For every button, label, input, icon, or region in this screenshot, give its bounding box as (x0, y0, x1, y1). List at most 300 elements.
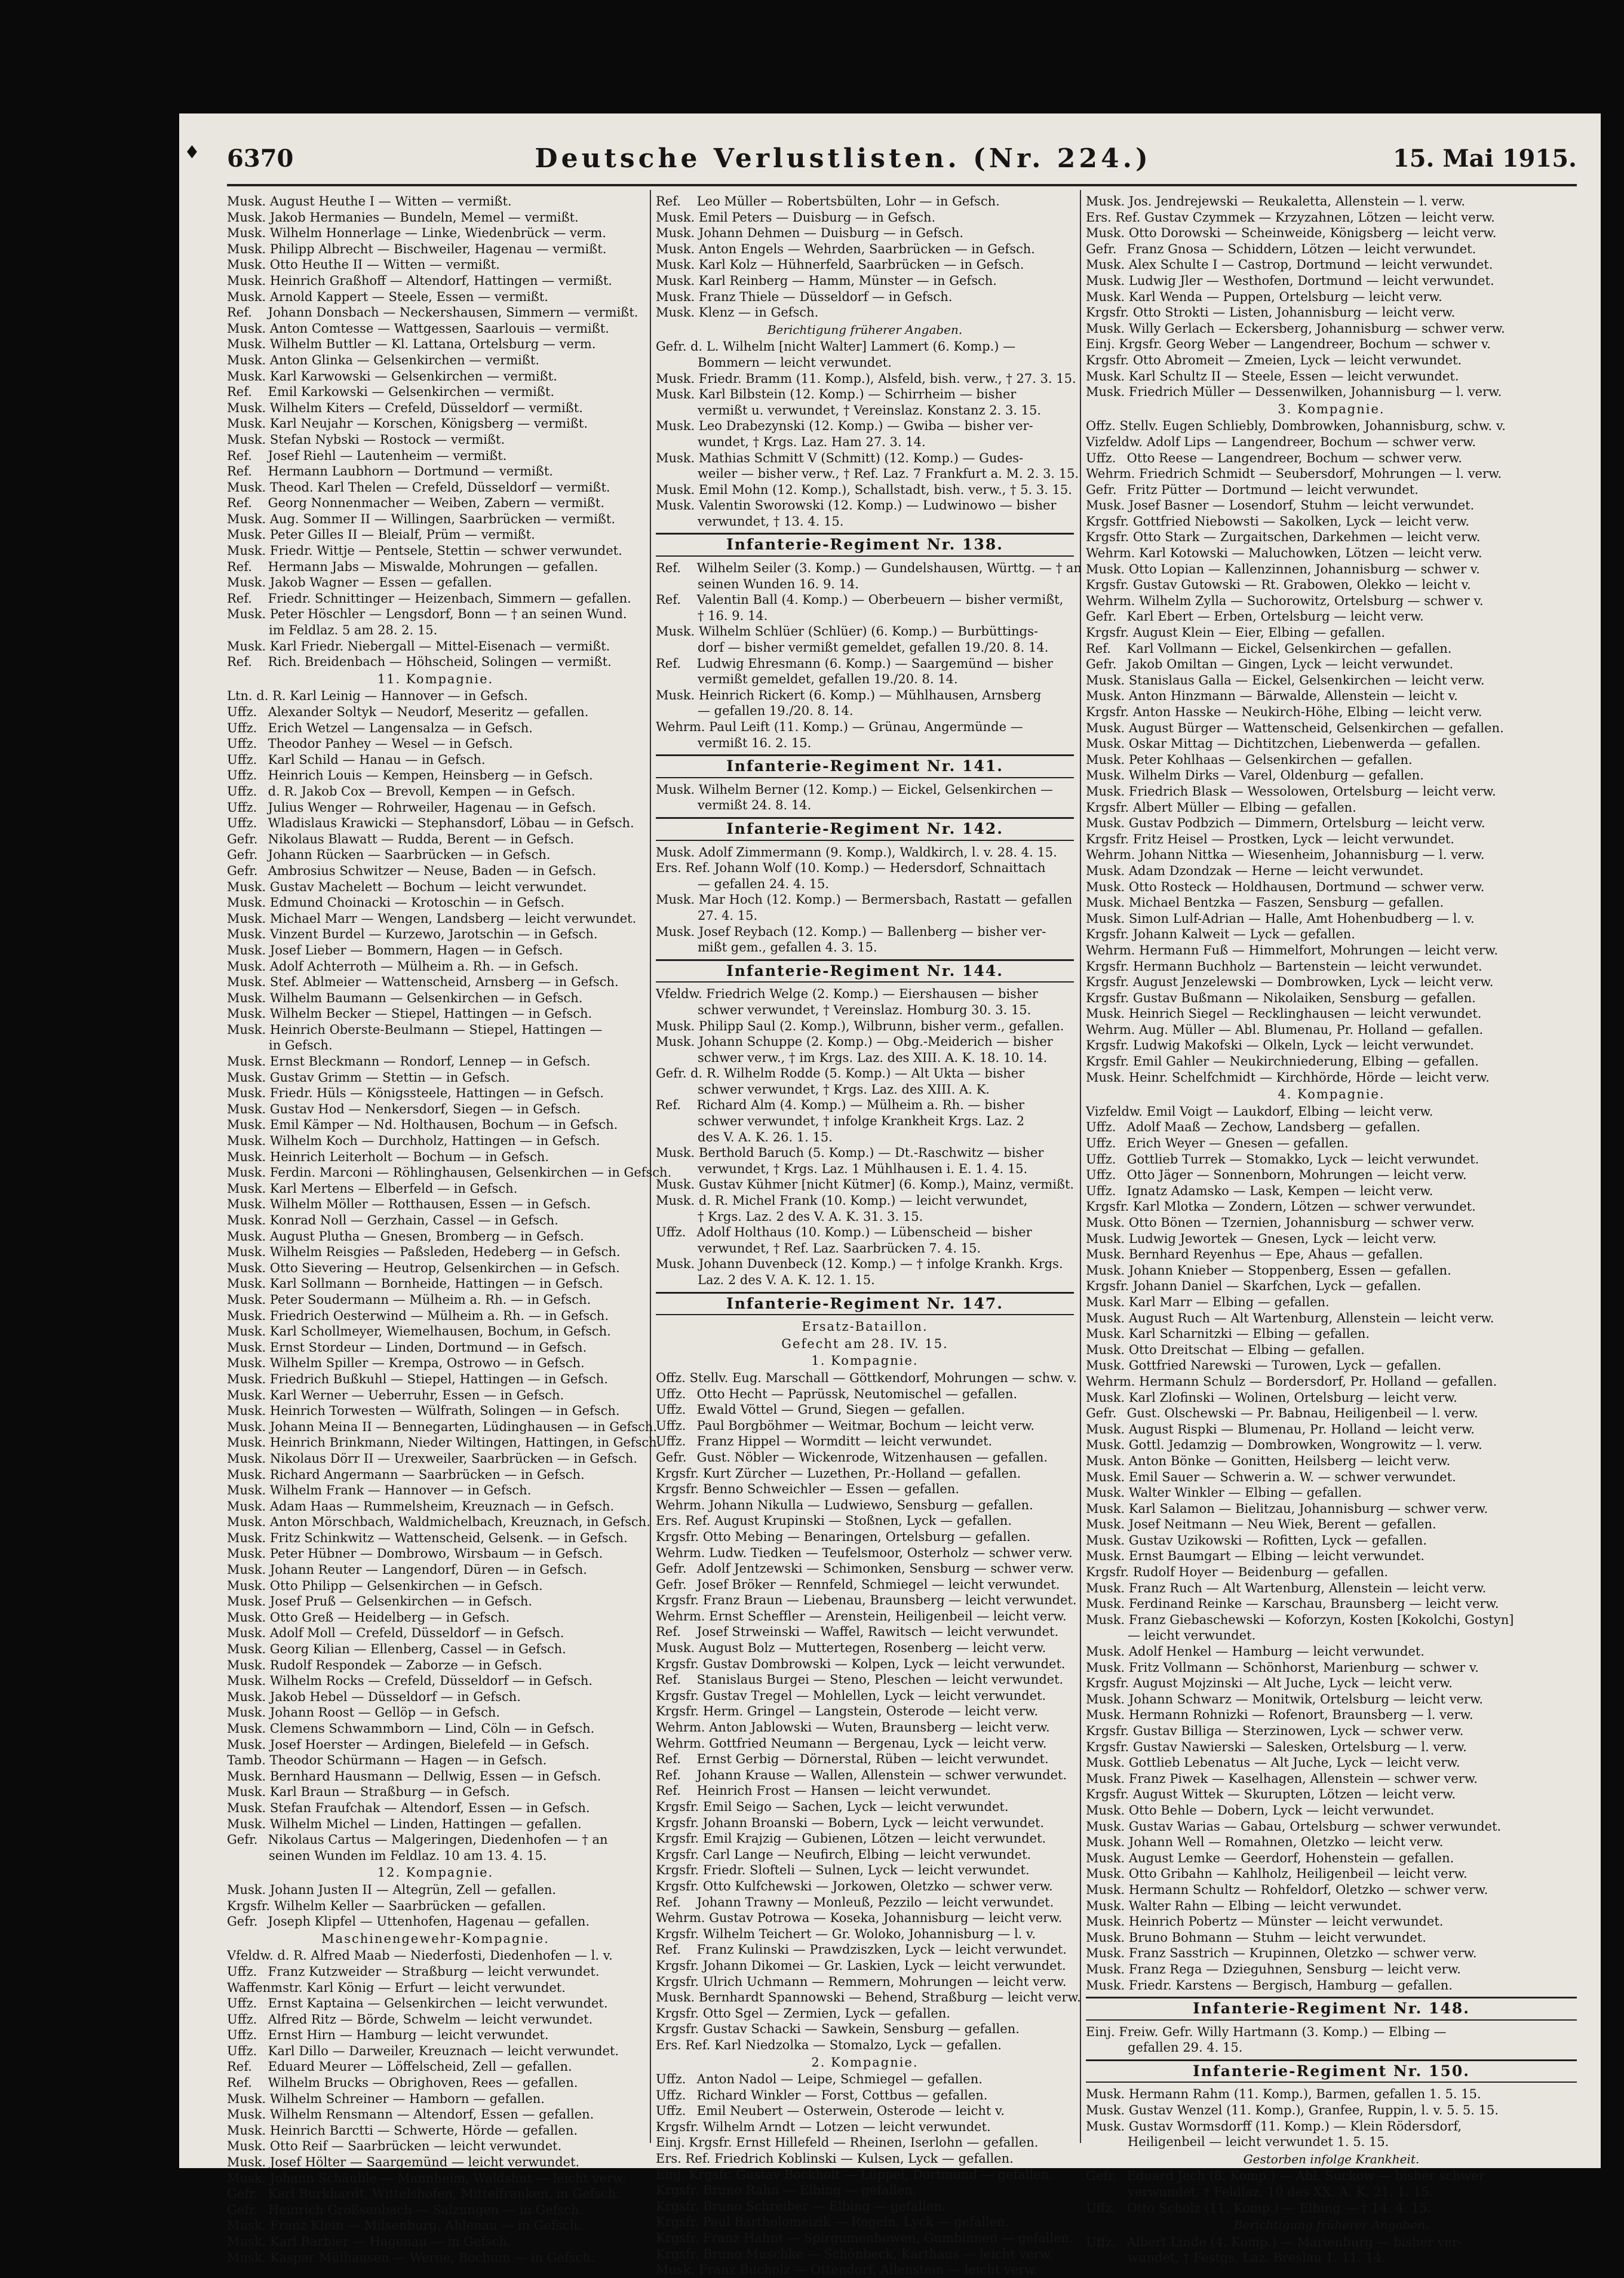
company-heading: 1. Kompagnie. (811, 1353, 919, 1368)
entry-text: Emil Gahler — Neukirchniederung, Elbing — gefallen. (1129, 1054, 1479, 1069)
entry-text: Otto Abromeit — Zmeien, Lyck — leicht verwundet. (1129, 352, 1462, 367)
casualty-entry (227, 448, 644, 464)
rank-label: Musk. (1086, 1533, 1125, 1548)
rank-label: Musk. (227, 1134, 266, 1149)
casualty-entry (1086, 1850, 1577, 1866)
entry-text: Berthold Baruch (5. Komp.) — Dt.-Raschwitz — bisher (695, 1146, 1044, 1161)
entry-text: Gustav Wormsdorff (11. Komp.) — Klein Rödersdorf, (1125, 2119, 1462, 2133)
casualty-entry (227, 289, 644, 305)
rank-label: Musk. (1086, 911, 1125, 926)
entry-text: Willy Gerlach — Eckersberg, Johannisburg — schwer verw. (1125, 321, 1505, 336)
entry-text: Georg Weber — Langendreer, Bochum — schwer v. (1162, 337, 1491, 352)
entry-text: Josef Lieber — Bommern, Hagen — in Gefsch. (266, 942, 563, 957)
rank-label: Krgsfr. (1086, 1199, 1129, 1214)
rank-label: Musk. (227, 1800, 266, 1815)
entry-text: Alfred Maab — Niederfosti, Diedenhofen — l. v. (306, 1948, 613, 1963)
rank-label: Musk. (1086, 1342, 1125, 1357)
casualty-entry (1086, 1374, 1577, 1390)
casualty-entry (227, 847, 644, 863)
casualty-entry (227, 2107, 644, 2123)
casualty-entry (227, 1451, 644, 1467)
entry-text: Gustav Gutowski — Rt. Grabowen, Olekko — leicht v. (1129, 578, 1471, 592)
entry-text: Stefan Fraufchak — Altendorf, Essen — in Gefsch. (266, 1800, 590, 1815)
entry-text: Heinrich Pobertz — Münster — leicht verwundet. (1125, 1914, 1444, 1929)
casualty-entry (1086, 1422, 1577, 1438)
rank-label: Einj. Krgsfr. (656, 2135, 732, 2150)
casualty-entry (1086, 1501, 1577, 1517)
rank-label: Musk. (227, 1674, 266, 1688)
rank-label: Musk. (227, 1451, 266, 1466)
entry-text: Nikolaus Blawatt — Rudda, Berent — in Gefsch. (264, 831, 575, 846)
entry-text: Wilhelm Keller — Saarbrücken — gefallen. (270, 1898, 547, 1913)
entry-text: Emil Mohn (12. Komp.), Schallstadt, bish. verw., † 5. 3. 15. (695, 482, 1072, 497)
entry-text: Alex Schulte I — Castrop, Dortmund — leicht verwundet. (1125, 257, 1493, 272)
rank-label: Vfeldw. d. R. (227, 1948, 307, 1963)
entry-text: Peter Höschler — Lengsdorf, Bonn — † an seinen Wund. (266, 607, 627, 622)
entry-text: Wilhelm Spiller — Krempa, Ostrowo — in Gefsch. (266, 1356, 585, 1371)
rank-label: Krgsfr. (1086, 831, 1129, 846)
entry-continuation: — gefallen 24. 4. 15. (698, 876, 830, 891)
regiment-heading: Infanterie-Regiment Nr. 141. (656, 754, 1074, 778)
entry-text: Emil Karkowski — Gelsenkirchen — vermißt. (264, 385, 555, 400)
entry-text: Johann Wolf (10. Komp.) — Hedersdorf, Schnaittach (710, 861, 1046, 876)
entry-text: Wilhelm Michel — Linden, Hattingen — gefallen. (266, 1816, 582, 1831)
rank-label: Uffz. (227, 1964, 257, 1979)
rank-label: Ref. (227, 2059, 252, 2074)
entry-text: Karl Barbier — Hagenau — in Gefsch. (266, 2234, 511, 2249)
casualty-entry (656, 1177, 1074, 1193)
entry-text: Heinrich Louis — Kempen, Heinsberg — in Gefsch. (264, 768, 593, 783)
entry-text: Franz Piwek — Kaselhagen, Allenstein — schwer verw. (1125, 1771, 1478, 1786)
casualty-entry (1086, 1723, 1577, 1739)
casualty-entry (227, 704, 644, 720)
rank-label: Krgsfr. (656, 1704, 699, 1719)
rank-label: Wehrm. (1086, 848, 1135, 862)
casualty-entry (227, 606, 644, 622)
casualty-entry (227, 1260, 644, 1276)
entry-text: Friedr. Slofteli — Sulnen, Lyck — leicht verwundet. (699, 1863, 1030, 1878)
entry-text: Ludwig Ehresmann (6. Komp.) — Saargemünd — bisher (693, 656, 1053, 671)
rank-label: Musk. (1086, 1310, 1125, 1325)
entry-text: Julius Wenger — Rohrweiler, Hagenau — in Gefsch. (264, 800, 596, 815)
rank-label: Musk. (227, 1594, 266, 1609)
entry-text: Otto Strokti — Listen, Johannisburg — leicht verw. (1129, 305, 1456, 320)
casualty-entry (656, 194, 1074, 210)
casualty-entry (656, 2135, 1074, 2151)
casualty-entry (227, 543, 644, 559)
entry-text: August Jenzelewski — Dombrowken, Lyck — leicht verw. (1129, 975, 1494, 990)
entry-text: Joseph Klipfel — Uttenhofen, Hagenau — gefallen. (264, 1914, 590, 1929)
casualty-entry (656, 371, 1074, 387)
entry-text: Bruno Rahn — Elbing — gefallen. (699, 2183, 917, 2198)
rank-label: Musk. (1086, 1850, 1125, 1865)
casualty-entry (227, 1340, 644, 1356)
casualty-entry (227, 2170, 644, 2187)
entry-text: Otto Gribahn — Kahlholz, Heiligenbeil — leicht verw. (1125, 1866, 1468, 1881)
entry-text: Johann Nittka — Wiesenheim, Johannisburg — l. verw. (1135, 848, 1485, 862)
entry-text: Wladislaus Krawicki — Stephansdorf, Löbau — in Gefsch. (264, 816, 634, 831)
casualty-entry (227, 1948, 644, 1964)
casualty-entry (656, 1767, 1074, 1783)
rank-label: Musk. (227, 2218, 266, 2233)
entry-continuation: des V. A. K. 26. 1. 15. (698, 1129, 833, 1144)
rank-label: Musk. (227, 1149, 266, 1164)
entry-text: Karl Kotowski — Maluchowken, Lötzen — leicht verw. (1135, 546, 1482, 561)
casualty-entry (656, 339, 1074, 355)
rank-label: Musk. (227, 1419, 266, 1434)
entry-continuation: in Gefsch. (269, 1038, 333, 1053)
casualty-entry (227, 575, 644, 591)
entry-text: Otto Philipp — Gelsenkirchen — in Gefsch. (266, 1578, 543, 1593)
rank-label: Musk. (1086, 1390, 1125, 1405)
casualty-entry (227, 384, 644, 400)
entry-text: Ludwig Jewortek — Gnesen, Lyck — leicht verw. (1125, 1231, 1436, 1246)
entry-continuation: Heiligenbeil — leicht verwundet 1. 5. 15. (1128, 2135, 1389, 2150)
rank-label: Musk. (227, 1054, 266, 1069)
rank-label: Musk. (227, 1705, 266, 1720)
rank-label: Krgsfr. (1086, 625, 1129, 640)
casualty-entry (656, 1145, 1074, 1161)
rank-label: Krgsfr. (1086, 1054, 1129, 1069)
casualty-entry (1086, 1215, 1577, 1231)
entry-text: Ulrich Uchmann — Remmern, Mohrungen — leicht verw. (699, 1974, 1067, 1989)
casualty-entry (1086, 974, 1577, 990)
rank-label: Musk. (227, 990, 266, 1005)
entry-text: Bernhard Reyenhus — Epe, Ahaus — gefallen. (1125, 1247, 1423, 1262)
casualty-entry (1086, 1006, 1577, 1022)
rank-label: Ref. (227, 655, 252, 670)
rank-label: Musk. (1086, 1453, 1125, 1468)
casualty-entry (656, 1386, 1074, 1402)
entry-text: Eug. Marschall — Göttkendorf, Mohrungen — schw. v. (728, 1370, 1077, 1385)
rank-label: Krgsfr. (656, 2246, 699, 2261)
entry-text: Josef Hoerster — Ardingen, Bielefeld — in Gefsch. (266, 1737, 590, 1752)
rank-label: Uffz. (656, 1418, 686, 1433)
casualty-entry (1086, 2168, 1577, 2184)
entry-text: Simon Lulf-Adrian — Halle, Amt Hohenbudberg — l. v. (1125, 911, 1475, 926)
rank-label: Musk. (1086, 1485, 1125, 1500)
regiment-heading: Infanterie-Regiment Nr. 142. (656, 817, 1074, 841)
casualty-entry (227, 800, 644, 816)
rank-label: Musk. (227, 895, 266, 910)
entry-text: Franz Gnosa — Schiddern, Lötzen — leicht verwundet. (1123, 241, 1476, 256)
entry-text: Otto Heuthe II — Witten — vermißt. (266, 257, 500, 272)
entry-text: Karl Burkhardt, Wittelshofen, Mittelfranken, in Gefsch. (264, 2187, 621, 2202)
casualty-entry (227, 527, 644, 543)
entry-text: Ernst Hillefeld — Rheinen, Iserlohn — gefallen. (732, 2135, 1039, 2150)
rank-label: Musk. (1086, 1660, 1125, 1675)
casualty-entry (227, 1085, 644, 1101)
casualty-entry (227, 1403, 644, 1419)
entry-text: Gustav Czymmek — Krzyzahnen, Lötzen — leicht verw. (1140, 210, 1495, 225)
entry-continuation: vermißt gemeldet, gefallen 19./20. 8. 14. (698, 672, 958, 687)
rank-label: Ltn. d. R. (227, 689, 286, 704)
entry-text: Wilhelm Seiler (3. Komp.) — Gundelshausen, Württg. — † an (693, 561, 1082, 576)
entry-text: Anton Engels — Wehrden, Saarbrücken — in Gefsch. (695, 241, 1035, 256)
casualty-entry (656, 450, 1074, 466)
rank-label: Musk. (227, 257, 266, 272)
casualty-entry (656, 241, 1074, 257)
entry-text: Klenz — in Gefsch. (695, 305, 819, 320)
entry-text: Karl Sollmann — Bornheide, Hattingen — in Gefsch. (266, 1276, 603, 1291)
casualty-entry (227, 654, 644, 670)
entry-text: Johann Justen II — Altegrün, Zell — gefallen. (266, 1882, 557, 1897)
column-middle (656, 194, 1082, 2277)
entry-continuation: Bommern — leicht verwundet. (698, 355, 892, 370)
rank-label: Gefr. (1086, 2169, 1117, 2184)
rank-label: Krgsfr. (656, 1847, 699, 1862)
rank-label: Musk. (227, 1721, 266, 1736)
casualty-entry (227, 2091, 644, 2107)
entry-text: Rudolf Hoyer — Beidenburg — gefallen. (1129, 1565, 1389, 1580)
entry-text: Mathias Schmitt V (Schmitt) (12. Komp.) — Gudes- (695, 450, 1024, 465)
entry-continuation: seinen Wunden im Feldlaz. 10 am 13. 4. 15. (269, 1848, 547, 1863)
entry-text: Friedrich Oesterwind — Mülheim a. Rh. — in Gefsch. (266, 1308, 609, 1323)
rank-label: Musk. (227, 1245, 266, 1260)
rank-label: Uffz. (1086, 450, 1116, 465)
rank-label: Ers. Ref. (656, 1513, 711, 1528)
rank-label: Musk. (227, 879, 266, 894)
entry-text: Wilhelm Koch — Durchholz, Hattingen — in Gefsch. (266, 1134, 600, 1149)
entry-text: Albert Müller — Elbing — gefallen. (1129, 800, 1356, 815)
rank-label: Ref. (656, 1767, 681, 1782)
entry-text: Benno Schweichler — Essen — gefallen. (699, 1482, 960, 1497)
casualty-entry (227, 511, 644, 527)
rank-label: Krgsfr. (1086, 975, 1129, 990)
entry-text: Ludw. Tiedken — Teufelsmoor, Osterholz — schwer verw. (705, 1545, 1073, 1560)
company-heading: 12. Kompagnie. (377, 1865, 494, 1880)
entry-text: Paul Bartholomeizik — Regeln, Lyck — gefallen. (699, 2215, 1009, 2230)
casualty-entry (656, 1751, 1074, 1767)
entry-text: Friedrich Welge (2. Komp.) — Eiershausen — bisher (702, 987, 1038, 1002)
entry-text: Nikolaus Dörr II — Urexweiler, Saarbrücken — in Gefsch. (266, 1451, 637, 1466)
rank-label: Musk. (1086, 879, 1125, 894)
casualty-entry (227, 2234, 644, 2250)
casualty-entry (1086, 2102, 1577, 2119)
entry-continuation: schwer verwundet, † Vereinslaz. Homburg 30. 3. 15. (698, 1002, 1031, 1017)
rank-label: Musk. (1086, 1294, 1125, 1309)
casualty-entry (227, 1355, 644, 1371)
rank-label: Krgsfr. (1086, 1787, 1129, 1802)
casualty-entry (227, 321, 644, 337)
casualty-entry (656, 687, 1074, 704)
entry-text: Franz Rega — Dzieguhnen, Sensburg — leicht verw. (1125, 1961, 1461, 1976)
entry-text: Wilhelm Rocks — Crefeld, Düsseldorf — in Gefsch. (266, 1674, 593, 1688)
casualty-entry (227, 1276, 644, 1292)
rank-label: Ref. (227, 591, 252, 606)
rank-label: Krgsfr. (656, 2022, 699, 2037)
casualty-entry (1086, 1152, 1577, 1168)
casualty-entry (656, 1703, 1074, 1720)
entry-continuation: verwundet, † 13. 4. 15. (698, 514, 844, 529)
company-heading: Ersatz-Bataillon. (802, 1319, 928, 1334)
entry-text: Emil Kämper — Nd. Holthausen, Bochum — in Gefsch. (266, 1117, 618, 1132)
casualty-entry (1086, 1199, 1577, 1215)
entry-text: Stanislaus Galla — Eickel, Gelsenkirchen — leicht verw. (1125, 673, 1485, 687)
entry-text: Josef Neitmann — Neu Wiek, Berent — gefallen. (1125, 1517, 1436, 1532)
rank-label: Musk. (1086, 1469, 1125, 1484)
rank-label: Musk. (1086, 736, 1125, 751)
casualty-entry (656, 1974, 1074, 1990)
rank-label: Ref. (656, 1672, 681, 1687)
casualty-entry (227, 688, 644, 704)
casualty-entry (1086, 1263, 1577, 1279)
entry-text: Otto Reif — Saarbrücken — leicht verwundet. (266, 2139, 562, 2154)
entry-text: Bruno Schreiber — Elbing — gefallen. (699, 2199, 946, 2213)
entry-text: Otto Reese — Langendreer, Bochum — schwer verw. (1123, 450, 1462, 465)
rank-label: Musk. (227, 1499, 266, 1513)
casualty-entry (656, 1256, 1074, 1272)
entry-text: Adolf Jentzewski — Schimonken, Sensburg — schwer verw. (693, 1561, 1075, 1576)
casualty-entry (656, 1561, 1074, 1577)
casualty-entry (656, 2119, 1074, 2135)
casualty-entry (1086, 1358, 1577, 1374)
rank-label: Musk. (1086, 1231, 1125, 1246)
entry-text: Gottfried Neumann — Bergenau, Lyck — leicht verw. (705, 1736, 1047, 1751)
rank-label: Musk. (227, 1387, 266, 1402)
casualty-entry (227, 2218, 644, 2234)
rank-label: Musk. (227, 1340, 266, 1355)
rank-label: Musk. (656, 1257, 695, 1272)
casualty-entry (1086, 352, 1577, 369)
casualty-entry (1086, 704, 1577, 720)
casualty-entry (227, 1165, 672, 1181)
entry-text: Karl Marr — Elbing — gefallen. (1125, 1294, 1330, 1309)
casualty-entry (656, 1958, 1074, 1974)
casualty-entry (656, 845, 1074, 861)
casualty-entry (227, 559, 644, 575)
entry-continuation: Laz. 2 des V. A. K. 12. 1. 15. (698, 1273, 875, 1287)
entry-text: Fritz Heisel — Prostken, Lyck — leicht verwundet. (1129, 831, 1454, 846)
casualty-entry (656, 1783, 1074, 1799)
rank-label: Musk. (1086, 1978, 1125, 1993)
entry-text: Georg Kilian — Ellenberg, Cassel — in Gefsch. (266, 1642, 566, 1657)
regiment-heading: Infanterie-Regiment Nr. 150. (1086, 2059, 1577, 2083)
rank-label: Musk. (227, 1006, 266, 1021)
entry-text: Ernst Kaptaina — Gelsenkirchen — leicht verwundet. (264, 1996, 608, 2011)
rank-label: Musk. (227, 1324, 266, 1339)
casualty-entry (227, 926, 644, 942)
entry-text: Ernst Hirn — Hamburg — leicht verwundet. (264, 2028, 549, 2043)
rank-label: Krgsfr. (656, 1466, 699, 1481)
casualty-entry (1086, 1898, 1577, 1914)
casualty-entry (1086, 577, 1577, 593)
casualty-entry (227, 1625, 644, 1641)
entry-text: Adolf Achterroth — Mülheim a. Rh. — in Gefsch. (266, 959, 579, 974)
company-heading: 4. Kompagnie. (1278, 1087, 1385, 1102)
rank-label: Musk. (1086, 498, 1125, 513)
rank-label: Ref. (227, 496, 252, 511)
entry-text: Albert Linde (4. Komp.) — Marienburg — bisher ver- (1123, 2234, 1463, 2249)
entry-text: Aug. Müller — Abl. Blumenau, Pr. Holland — gefallen. (1135, 1022, 1484, 1037)
casualty-entry (656, 2151, 1074, 2167)
entry-text: Karl Reinberg — Hamm, Münster — in Gefsch. (695, 273, 997, 288)
rank-label: Musk. (1086, 1422, 1125, 1436)
casualty-entry (1086, 1054, 1577, 1070)
casualty-entry (1086, 466, 1577, 482)
casualty-entry (227, 432, 644, 448)
rank-label: Krgsfr. (656, 1831, 699, 1846)
entry-continuation: vermißt u. verwundet, † Vereinslaz. Konstanz 2. 3. 15. (698, 403, 1042, 417)
casualty-entry (656, 1418, 1074, 1434)
entry-text: Wilhelm Kiters — Crefeld, Düsseldorf — vermißt. (266, 400, 583, 415)
rank-label: Krgsfr. (1086, 514, 1129, 529)
entry-text: Karl Neujahr — Korschen, Königsberg — vermißt. (266, 416, 588, 431)
rank-label: Uffz. (227, 1996, 257, 2011)
rank-label: Musk. (227, 607, 266, 622)
casualty-entry (1086, 2119, 1577, 2135)
entry-text: Mar Hoch (12. Komp.) — Bermersbach, Rastatt — gefallen (695, 892, 1073, 907)
casualty-entry (656, 2021, 1074, 2037)
entry-text: Theodor Panhey — Wesel — in Gefsch. (264, 736, 513, 751)
entry-continuation: wundet, † Festgs. Laz. Breslau 1. 11. 14. (1128, 2251, 1386, 2265)
casualty-entry (227, 591, 644, 607)
casualty-entry (1086, 1866, 1577, 1882)
correction-heading: Berichtigung früherer Angaben. (1233, 2218, 1429, 2233)
casualty-entry (1086, 498, 1577, 514)
rank-label: Musk. (227, 638, 266, 653)
publication-name: Deutsche Verlustlisten. (535, 143, 960, 174)
casualty-entry (656, 560, 1082, 576)
rank-label: Musk. (227, 1785, 266, 1800)
rank-label: Krgsfr. (656, 1958, 699, 1973)
rank-label: Uffz. (1086, 1168, 1116, 1183)
rank-label: Musk. (227, 1070, 266, 1085)
entry-text: Wilhelm Arndt — Lotzen — leicht verwundet. (699, 2119, 991, 2134)
entry-text: August Plutha — Gnesen, Bromberg — in Gefsch. (266, 1229, 584, 1244)
entry-text: Emil Voigt — Laukdorf, Elbing — leicht verw. (1143, 1104, 1433, 1119)
rank-label: Musk. (1086, 752, 1125, 767)
rank-label: Einj. Krgsfr. (1086, 337, 1162, 352)
rank-label: Wehrm. (1086, 546, 1135, 561)
casualty-entry (656, 1656, 1074, 1672)
casualty-entry (227, 1133, 644, 1149)
casualty-entry (656, 386, 1074, 403)
entry-text: Peter Hübner — Dombrowo, Wirsbaum — in Gefsch. (266, 1546, 603, 1561)
entry-text: Otto Jäger — Sonnenborn, Mohrungen — leicht verw. (1123, 1168, 1467, 1183)
casualty-entry (227, 336, 644, 352)
rank-label: Musk. (1086, 1597, 1125, 1611)
casualty-entry (227, 1070, 644, 1086)
casualty-entry (227, 974, 644, 990)
entry-text: Konrad Noll — Gerzhain, Cassel — in Gefsch. (266, 1213, 558, 1227)
rank-label: Krgsfr. (1086, 959, 1129, 974)
casualty-entry (227, 736, 644, 752)
casualty-entry (1086, 561, 1577, 578)
entry-text: Rich. Breidenbach — Höhscheid, Solingen — vermißt. (264, 655, 612, 670)
casualty-entry (227, 784, 644, 800)
entry-text: Wilhelm Becker — Stiepel, Hattingen — in Gefsch. (266, 1006, 593, 1021)
rank-label: Krgsfr. (1086, 800, 1129, 815)
casualty-entry (656, 1193, 1074, 1209)
casualty-entry (656, 2199, 1074, 2215)
rank-label: Wehrm. (656, 720, 705, 734)
rank-label: Krgsfr. (656, 1878, 699, 1893)
rank-label: Uffz. (1086, 2234, 1116, 2249)
entry-text: Franz Hippel — Wormditt — leicht verwundet. (693, 1434, 993, 1449)
entry-text: Franz Bucholz — Ottendorf, Allenstein — leicht verw. (695, 2262, 1038, 2277)
casualty-entry (227, 257, 644, 273)
casualty-entry (227, 815, 644, 831)
entry-text: Johann Schwarz — Monitwik, Ortelsburg — leicht verw. (1125, 1691, 1484, 1706)
rank-label: Ref. (227, 385, 252, 400)
entry-text: Karl Schild — Hanau — in Gefsch. (264, 752, 486, 767)
rank-label: Musk. (656, 687, 695, 702)
casualty-entry (227, 1212, 644, 1229)
casualty-entry (1086, 2024, 1577, 2040)
rank-label: Wehrm. (656, 1608, 705, 1623)
casualty-entry (1086, 1469, 1577, 1485)
